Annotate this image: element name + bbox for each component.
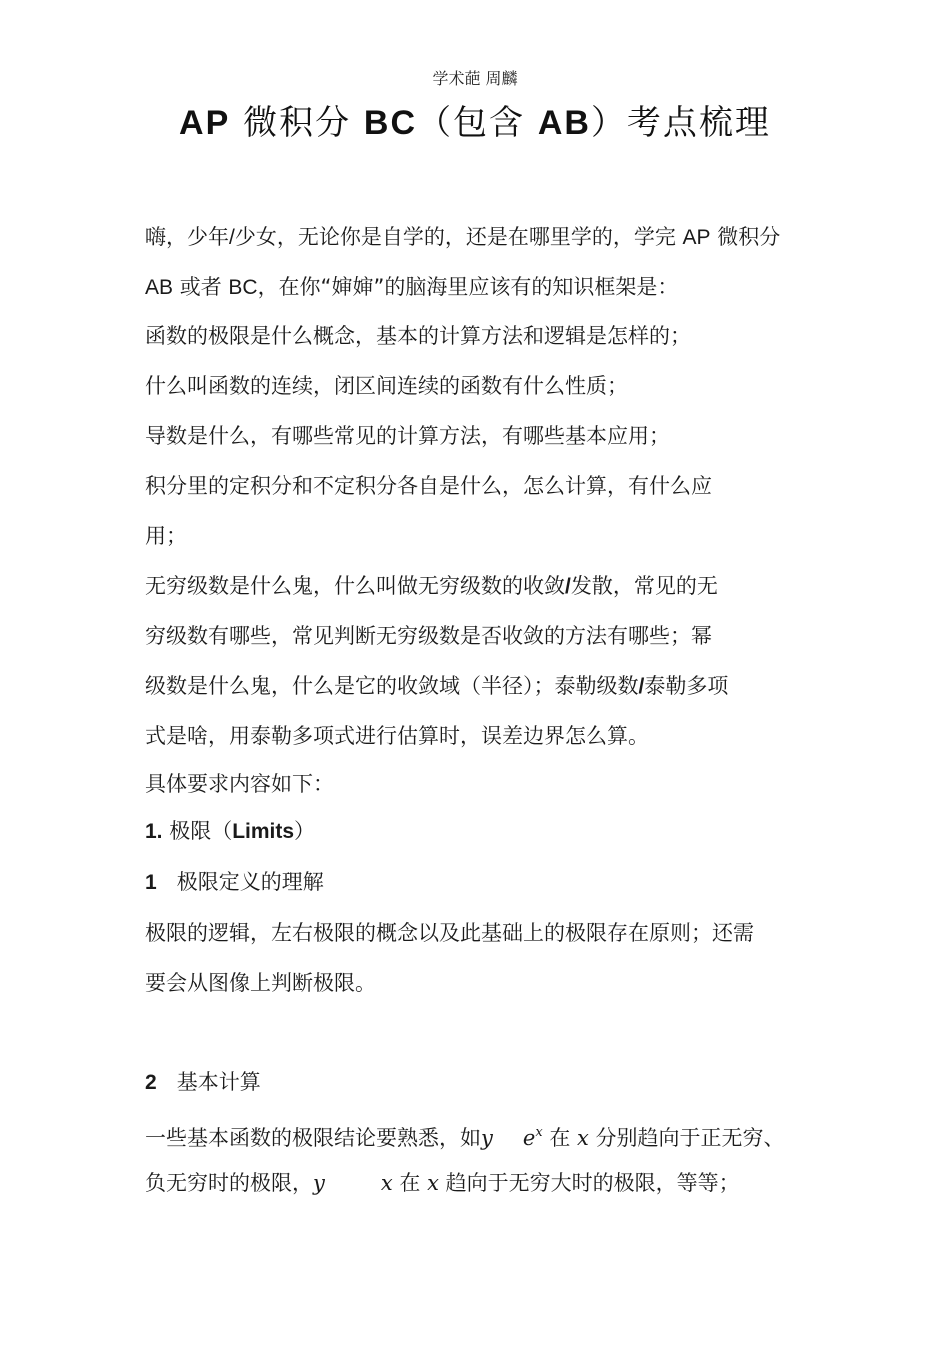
item-integral-line-1: 积分里的定积分和不定积分各自是什么，怎么计算，有什么应 bbox=[145, 474, 712, 498]
subsection-1-heading: 1 极限定义的理解 bbox=[145, 870, 324, 894]
math-exponent-x: x bbox=[535, 1125, 543, 1140]
math-var-x-3: x bbox=[427, 1171, 439, 1195]
item-derivative: 导数是什么，有哪些常见的计算方法，有哪些基本应用； bbox=[145, 424, 670, 448]
item-limits: 函数的极限是什么概念，基本的计算方法和逻辑是怎样的； bbox=[145, 324, 691, 348]
title-part-1: 微积分 bbox=[230, 103, 364, 143]
subsection-2-text-line-1: 一些基本函数的极限结论要熟悉，如y $e^x$ 在 x 分别趋向于正无穷、 bbox=[145, 1125, 785, 1150]
item-continuity: 什么叫函数的连续，闭区间连续的函数有什么性质； bbox=[145, 374, 628, 398]
intro-line-2: AB 或者 BC，在你“婶婶”的脑海里应该有的知识框架是： bbox=[145, 275, 679, 299]
page-header: 学术葩 周麟 bbox=[432, 69, 518, 88]
item-integral-line-2: 用； bbox=[145, 524, 187, 548]
math-var-x-2: x bbox=[380, 1171, 393, 1195]
title-part-3: ）考点梳理 bbox=[590, 103, 771, 143]
document-title bbox=[0, 98, 950, 148]
item-series-line-1: 无穷级数是什么鬼，什么叫做无穷级数的收敛/发散，常见的无 bbox=[145, 574, 718, 598]
math-var-y: y bbox=[481, 1126, 493, 1150]
subsection-1-text-line-2: 要会从图像上判断极限。 bbox=[145, 971, 376, 995]
item-series-line-4: 式是啥，用泰勒多项式进行估算时，误差边界怎么算。 bbox=[145, 724, 649, 748]
item-series-line-2: 穷级数有哪些，常见判断无穷级数是否收敛的方法有哪些；幂 bbox=[145, 624, 712, 648]
title-ab: AB bbox=[537, 104, 591, 142]
item-series-line-3: 级数是什么鬼，什么是它的收敛域（半径）；泰勒级数/泰勒多项 bbox=[145, 674, 729, 698]
math-var-x: x bbox=[577, 1126, 589, 1150]
math-var-y-2: y bbox=[313, 1171, 325, 1195]
title-part-2: （包含 bbox=[417, 103, 538, 143]
section-1-heading: 1. 极限（Limits） bbox=[145, 819, 316, 843]
subsection-2-heading: 2 基本计算 bbox=[145, 1070, 261, 1094]
subsection-1-text-line-1: 极限的逻辑，左右极限的概念以及此基础上的极限存在原则；还需 bbox=[145, 921, 754, 945]
requirements-intro: 具体要求内容如下： bbox=[145, 772, 334, 796]
subsection-2-text-line-2: 负无穷时的极限，y x 在 x 趋向于无穷大时的极限，等等； bbox=[145, 1171, 740, 1195]
title-bc: BC bbox=[363, 104, 418, 142]
intro-line-1: 嗨，少年/少女，无论你是自学的，还是在哪里学的，学完 AP 微积分 bbox=[145, 225, 781, 249]
math-var-e: e bbox=[522, 1126, 536, 1150]
title-ap: AP bbox=[179, 104, 231, 142]
